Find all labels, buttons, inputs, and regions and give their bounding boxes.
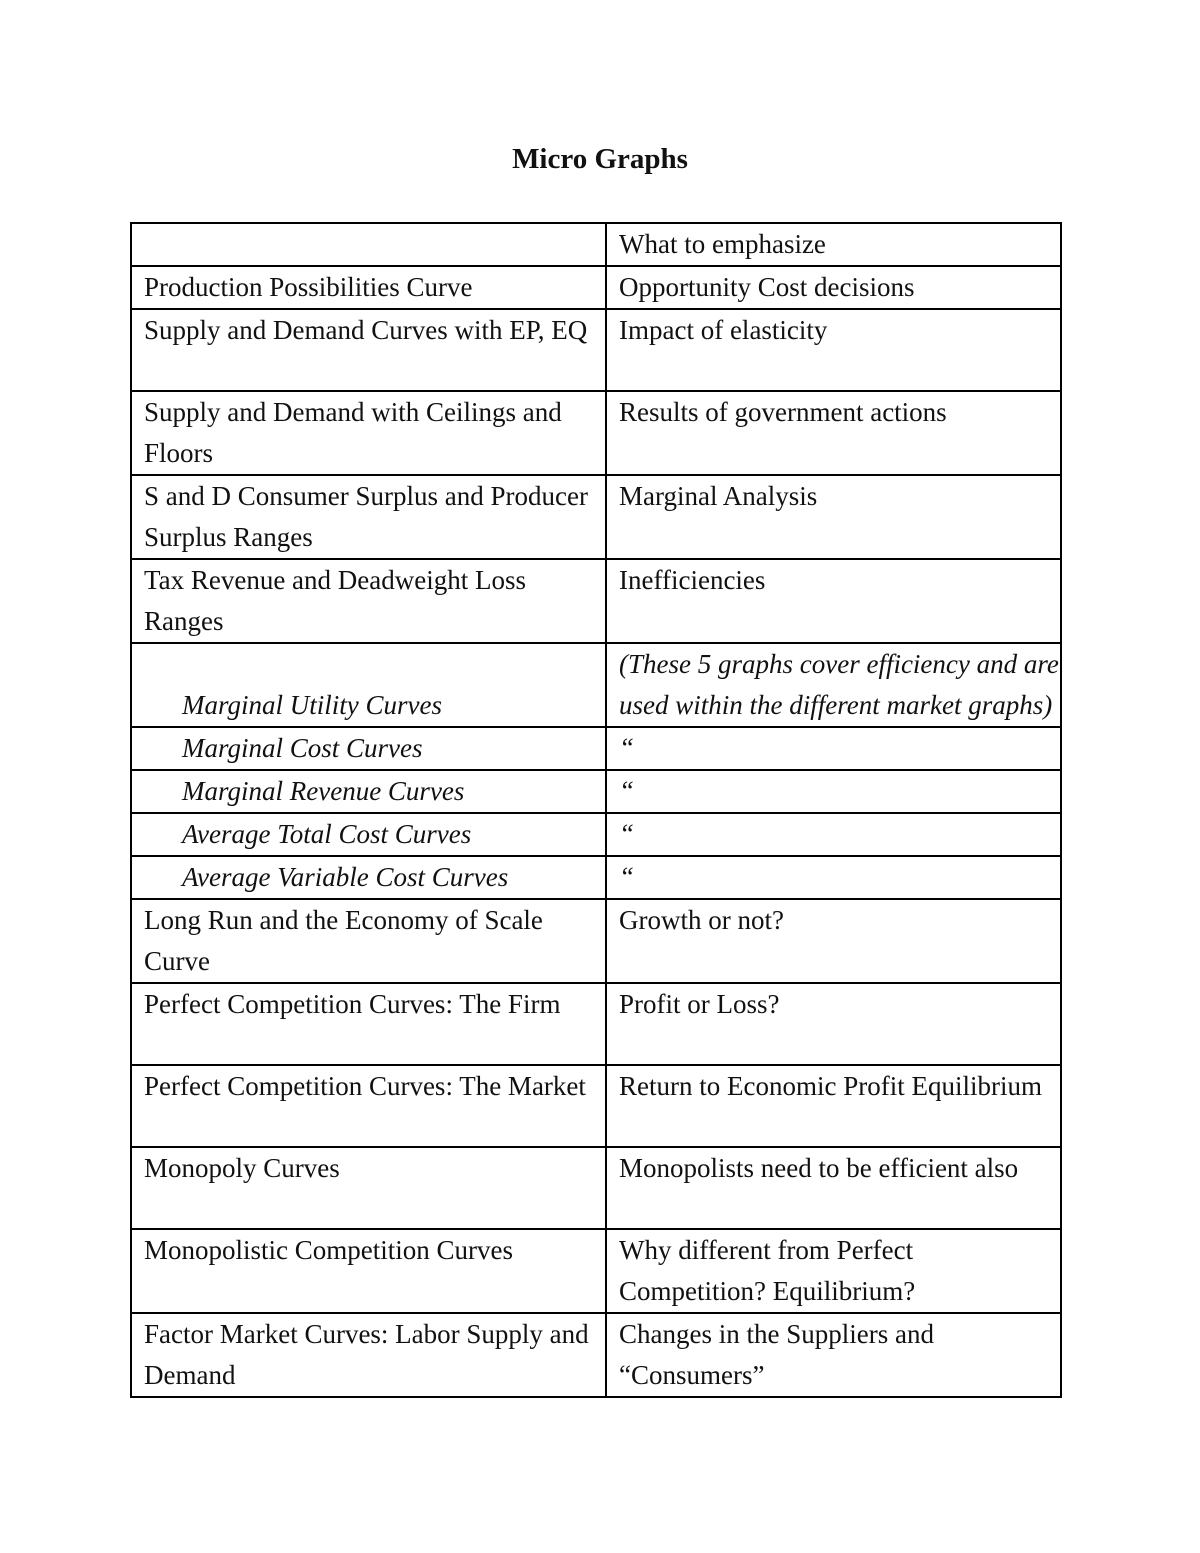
table-row <box>131 899 1061 983</box>
emphasis-cell: Profit or Loss? <box>606 983 1061 1065</box>
emphasis-cell: Changes in the Suppliers and “Consumers” <box>606 1313 1061 1397</box>
graph-cell: Production Possibilities Curve <box>131 266 606 309</box>
graph-cell: Tax Revenue and Deadweight Loss Ranges <box>131 559 606 643</box>
table-row <box>131 643 1061 727</box>
emphasis-cell: Opportunity Cost decisions <box>606 266 1061 309</box>
emphasis-cell: Inefficiencies <box>606 559 1061 643</box>
table-row <box>131 983 1061 1065</box>
emphasis-cell: Return to Economic Profit Equilibrium <box>606 1065 1061 1147</box>
graph-cell: Average Total Cost Curves <box>131 813 606 856</box>
table-row <box>131 309 1061 391</box>
graph-cell: Marginal Utility Curves <box>131 643 606 727</box>
ditto-mark-cell: “ <box>606 770 1061 813</box>
emphasis-cell: Marginal Analysis <box>606 475 1061 559</box>
emphasis-cell: Why different from Perfect Competition? Equilibrium? <box>606 1229 1061 1313</box>
emphasis-cell: Monopolists need to be efficient also <box>606 1147 1061 1229</box>
graph-cell: Marginal Revenue Curves <box>131 770 606 813</box>
table-row <box>131 770 1061 813</box>
emphasis-cell: Growth or not? <box>606 899 1061 983</box>
table-header-row <box>131 223 1061 266</box>
micro-graphs-table <box>130 222 1062 1398</box>
graph-cell: Factor Market Curves: Labor Supply and Demand <box>131 1313 606 1397</box>
graph-cell: Long Run and the Economy of Scale Curve <box>131 899 606 983</box>
ditto-mark-cell: “ <box>606 856 1061 899</box>
graph-cell: Average Variable Cost Curves <box>131 856 606 899</box>
table-row <box>131 559 1061 643</box>
table-row <box>131 475 1061 559</box>
graph-cell: Marginal Cost Curves <box>131 727 606 770</box>
emphasis-cell: Impact of elasticity <box>606 309 1061 391</box>
ditto-mark-cell: “ <box>606 727 1061 770</box>
header-cell-graph <box>131 223 606 266</box>
graph-cell: Perfect Competition Curves: The Firm <box>131 983 606 1065</box>
graph-cell: Supply and Demand with Ceilings and Floors <box>131 391 606 475</box>
table-row <box>131 727 1061 770</box>
emphasis-cell: Results of government actions <box>606 391 1061 475</box>
ditto-mark-cell: “ <box>606 813 1061 856</box>
table-row <box>131 1313 1061 1397</box>
table-row <box>131 1065 1061 1147</box>
table-row <box>131 391 1061 475</box>
graph-cell: Perfect Competition Curves: The Market <box>131 1065 606 1147</box>
graph-cell: Monopolistic Competition Curves <box>131 1229 606 1313</box>
graph-cell: Supply and Demand Curves with EP, EQ <box>131 309 606 391</box>
page-title: Micro Graphs <box>512 143 688 175</box>
table-row <box>131 1147 1061 1229</box>
graph-cell: S and D Consumer Surplus and Producer Surplus Ranges <box>131 475 606 559</box>
header-cell-emphasis: What to emphasize <box>606 223 1061 266</box>
table-row <box>131 813 1061 856</box>
table-row <box>131 266 1061 309</box>
graph-cell: Monopoly Curves <box>131 1147 606 1229</box>
table-row <box>131 856 1061 899</box>
table-row <box>131 1229 1061 1313</box>
emphasis-note-cell: (These 5 graphs cover efficiency and are used within the different market graphs) <box>606 643 1061 727</box>
